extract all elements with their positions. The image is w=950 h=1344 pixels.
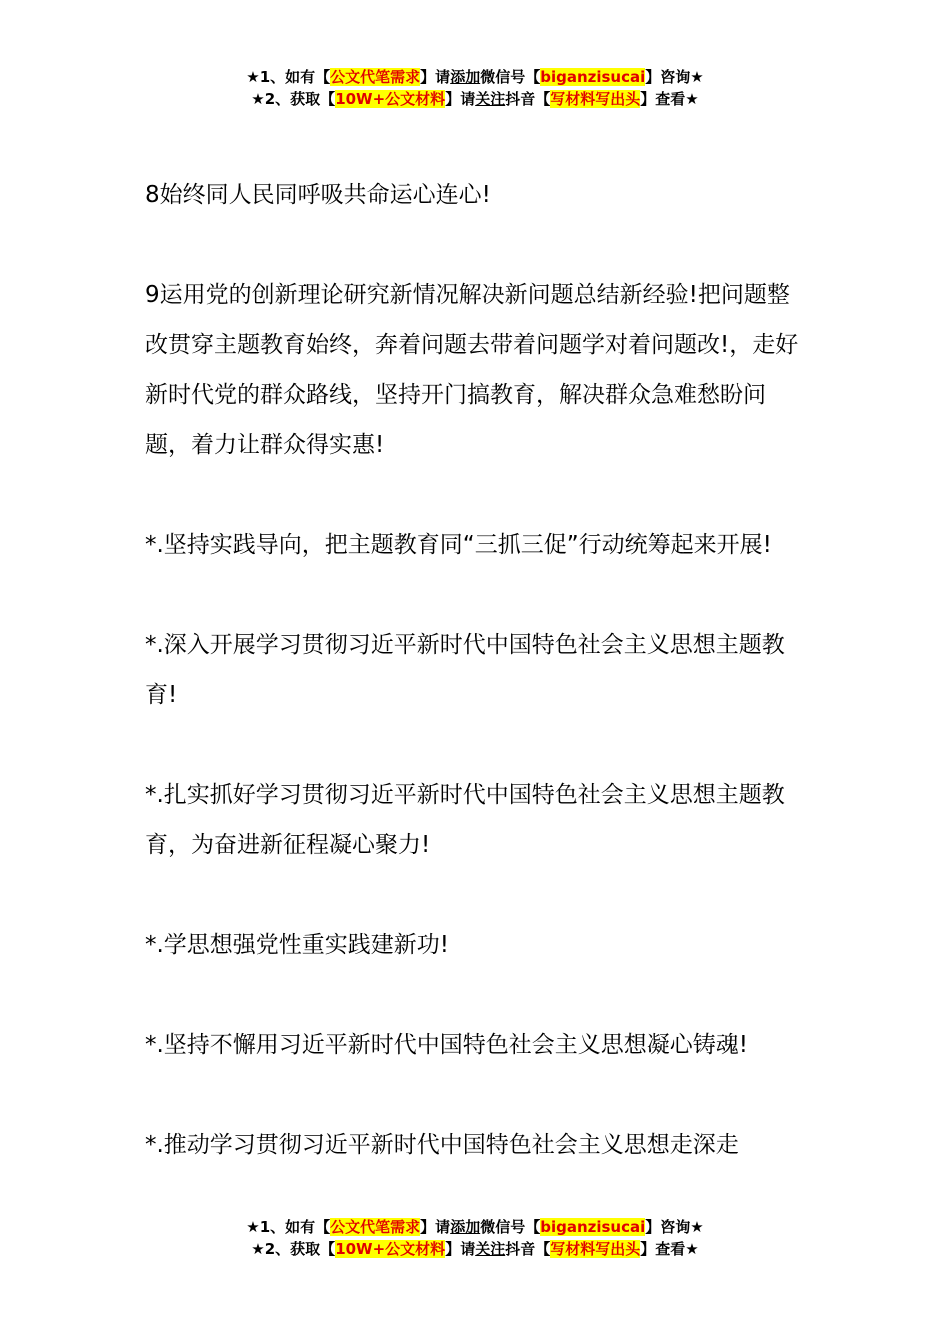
paragraph-5: *.扎实抓好学习贯彻习近平新时代中国特色社会主义思想主题教育，为奋进新征程凝心聚力! — [145, 782, 785, 858]
header-banner — [0, 66, 950, 110]
highlight-materials: 10W+公文材料 — [335, 1240, 446, 1258]
footer-banner — [0, 1216, 950, 1260]
footer-line-2: ★2、获取【10W+公文材料】请关注抖音【写材料写出头】查看★ — [251, 1240, 699, 1258]
banner-line-1: ★1、如有【公文代笔需求】请添加微信号【biganzisucai】咨询★ — [246, 68, 704, 86]
paragraph-7: *.坚持不懈用习近平新时代中国特色社会主义思想凝心铸魂! — [145, 1032, 749, 1058]
paragraph-4: *.深入开展学习贯彻习近平新时代中国特色社会主义思想主题教育! — [145, 632, 785, 708]
document-body — [145, 170, 810, 1220]
highlight-wechat-id: biganzisucai — [540, 1218, 646, 1236]
paragraph-3: *.坚持实践导向，把主题教育同“三抓三促”行动统筹起来开展! — [145, 532, 772, 558]
highlight-douyin-account: 写材料写出头 — [550, 1240, 641, 1258]
highlight-service: 公文代笔需求 — [330, 68, 421, 86]
banner-line-2: ★2、获取【10W+公文材料】请关注抖音【写材料写出头】查看★ — [251, 90, 699, 108]
paragraph-1: 8始终同人民同呼吸共命运心连心! — [145, 182, 491, 208]
highlight-wechat-id: biganzisucai — [540, 68, 646, 86]
footer-line-1: ★1、如有【公文代笔需求】请添加微信号【biganzisucai】咨询★ — [246, 1218, 704, 1236]
highlight-douyin-account: 写材料写出头 — [550, 90, 641, 108]
highlight-service: 公文代笔需求 — [330, 1218, 421, 1236]
paragraph-6: *.学思想强党性重实践建新功! — [145, 932, 450, 958]
highlight-materials: 10W+公文材料 — [335, 90, 446, 108]
paragraph-8: *.推动学习贯彻习近平新时代中国特色社会主义思想走深走 — [145, 1132, 739, 1158]
paragraph-2: 9运用党的创新理论研究新情况解决新问题总结新经验!把问题整改贯穿主题教育始终，奔着问题去带着问题学对着问题改!，走好新时代党的群众路线，坚持开门搞教育，解决群众急难愁盼问题，着力让群众得实惠! — [145, 282, 799, 458]
